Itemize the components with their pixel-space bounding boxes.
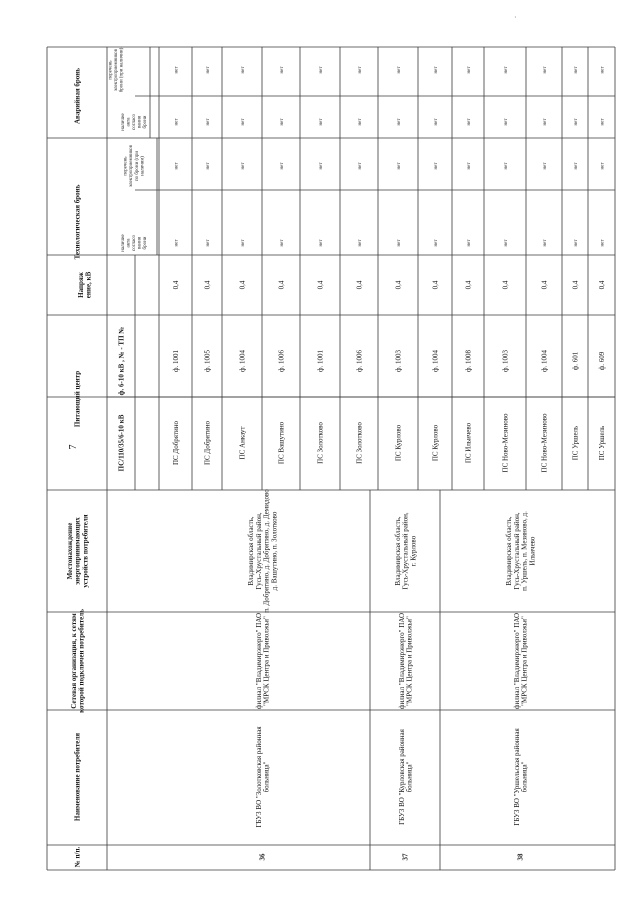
row-tech-list xyxy=(601,162,606,170)
group-location-line: п. Добрятино, д. Добрятино, д. Демидово xyxy=(262,489,271,613)
row-avar-act-line: нет xyxy=(504,118,509,126)
row-avar-act-line: нет xyxy=(600,118,606,126)
row-tech-act xyxy=(319,239,324,247)
row-tech-act xyxy=(434,239,439,247)
row-feeder xyxy=(317,349,325,372)
row-avar-act-line: нет xyxy=(174,118,180,126)
group-location-line: Гусь-Хрустальный район, xyxy=(401,512,410,590)
row-substation-line: ПС Уршель xyxy=(598,425,607,461)
row-tech-act xyxy=(504,239,509,247)
row-avar-act-line: нет xyxy=(434,118,439,126)
group-consumer-name-line: ГБУЗ ВО "Уршельская районная xyxy=(512,728,521,826)
row-avar-act-line: нет xyxy=(319,118,324,126)
row-feeder-line: ф. 1008 xyxy=(464,349,473,373)
row-feeder-line: ф. 1003 xyxy=(501,349,510,373)
table-text xyxy=(66,47,606,868)
row-avar-list-line: нет xyxy=(358,66,363,74)
header-voltage-line: ение, кВ xyxy=(84,271,93,299)
row-substation-line: ПС Уршель xyxy=(571,425,580,461)
row-tech-act-line: нет xyxy=(504,239,509,247)
row-voltage-line: 0,4 xyxy=(501,280,510,290)
group-location-line: Владимирская область, xyxy=(393,516,402,586)
row-voltage-line: 0,4 xyxy=(277,280,286,290)
header-tech-act-line: брони xyxy=(143,236,149,250)
row-tech-list-line: нет xyxy=(241,162,246,170)
row-substation xyxy=(278,421,286,464)
row-feeder xyxy=(572,351,580,370)
group-location-line: Владимирская область, xyxy=(505,516,513,586)
row-voltage xyxy=(465,280,473,289)
header-number-line: № п/п. xyxy=(73,846,82,868)
row-avar-list-line: нет xyxy=(600,66,606,74)
group-consumer-name xyxy=(513,728,529,826)
row-avar-act xyxy=(206,118,211,126)
row-substation-line: ПС Анкаут xyxy=(238,426,247,460)
row-tech-act xyxy=(397,239,402,247)
row-substation-line: ПС Добрятино xyxy=(172,420,181,466)
row-avar-list-line: нет xyxy=(397,66,402,74)
row-tech-list-line: нет xyxy=(574,162,579,170)
row-feeder xyxy=(356,349,364,372)
row-substation-line: ПС Вашутино xyxy=(277,421,286,465)
row-tech-act xyxy=(467,239,472,247)
row-voltage xyxy=(239,280,247,289)
group-consumer-name-line: ГБУЗ ВО "Курловская районная xyxy=(397,729,406,825)
row-avar-act xyxy=(175,118,180,126)
row-substation xyxy=(502,413,510,472)
row-voltage-line: 0,4 xyxy=(203,280,212,290)
row-tech-act-line: нет xyxy=(358,239,363,247)
row-tech-act-line: нет xyxy=(174,239,180,247)
row-feeder xyxy=(502,349,510,372)
row-avar-act xyxy=(280,118,285,126)
header-technological-reserve-line: Технологическая бронь xyxy=(73,184,82,260)
row-avar-list-line: нет xyxy=(574,66,579,74)
row-feeder xyxy=(541,349,549,372)
row-tech-list xyxy=(543,162,548,170)
page-number: 7 xyxy=(68,444,79,450)
row-substation-line: ПС Золотково xyxy=(355,422,364,464)
row-avar-list xyxy=(574,66,579,74)
header-tech-list xyxy=(124,144,146,187)
header-feeder-line: ф. 6-10 кВ , № - ТП № xyxy=(117,326,126,396)
row-voltage-line: 0,4 xyxy=(355,280,364,290)
row-avar-act-line: нет xyxy=(543,118,548,126)
row-tech-act-line: нет xyxy=(574,239,579,247)
group-grid-company-line: "МРСК Центра и Приволжья" xyxy=(520,616,529,706)
row-tech-list xyxy=(358,162,363,170)
row-voltage-line: 0,4 xyxy=(540,280,549,290)
row-voltage-line: 0,4 xyxy=(238,280,247,290)
row-tech-act-line: нет xyxy=(467,239,472,247)
row-avar-act xyxy=(434,118,439,126)
row-avar-act xyxy=(467,118,472,126)
row-feeder xyxy=(432,349,440,372)
header-location xyxy=(66,514,90,587)
row-voltage-line: 0,4 xyxy=(316,280,325,290)
header-avar-act-line: акта xyxy=(126,117,132,127)
group-grid-company-line: "МРСК Центра и Приволжья" xyxy=(262,616,271,706)
row-feeder-line: ф. 1006 xyxy=(277,349,286,373)
row-voltage-line: 0,4 xyxy=(464,280,473,290)
row-feeder-line: ф. 1003 xyxy=(394,349,403,373)
row-avar-list-line: нет xyxy=(319,66,324,74)
row-substation-line: ПС Ново-Мезиново xyxy=(540,413,549,473)
row-avar-list xyxy=(358,66,363,74)
header-avar-list xyxy=(108,47,124,92)
row-feeder-line: ф. 1001 xyxy=(172,349,181,373)
row-substation xyxy=(204,420,212,465)
row-voltage-line: 0,4 xyxy=(431,280,440,290)
row-avar-list-line: нет xyxy=(206,66,211,74)
row-avar-list xyxy=(280,66,285,74)
row-voltage xyxy=(356,280,364,289)
row-avar-list-line: нет xyxy=(504,66,509,74)
row-avar-list xyxy=(601,66,606,74)
header-substation-line: ПС/110/35/6-10 кВ xyxy=(117,414,126,472)
row-avar-list xyxy=(397,66,402,74)
group-number-line: 38 xyxy=(516,853,525,861)
header-avar-list-line: перечень xyxy=(108,60,114,80)
header-consumer-name-line: Наименование потребителя xyxy=(73,732,82,822)
header-tech-list-line: электроприемников xyxy=(129,144,135,188)
header-grid-company-line: Сетевая организация, к сетям xyxy=(69,613,78,709)
row-substation-line: ПС Курлово xyxy=(431,424,440,462)
row-tech-act xyxy=(241,239,246,247)
group-grid-company-line: филиал "Владимирэнерго" ПАО xyxy=(397,612,406,710)
row-avar-act xyxy=(397,118,402,126)
row-substation xyxy=(541,413,549,472)
row-tech-list xyxy=(434,162,439,170)
row-substation-line: ПС Добрятино xyxy=(203,420,212,466)
row-feeder xyxy=(204,349,212,372)
group-location-line: п. Уршель, п. Мезиново, д. xyxy=(520,511,529,591)
group-consumer-name-line: ГБУЗ ВО "Золотковская районная xyxy=(254,726,263,828)
group-location-line: Гусь-Хрустальный район, xyxy=(512,512,521,590)
header-supply-center-line: Питающий центр xyxy=(73,370,82,428)
row-tech-act xyxy=(574,239,579,247)
row-avar-list xyxy=(467,66,472,74)
row-avar-list xyxy=(543,66,548,74)
row-avar-list xyxy=(241,66,246,74)
row-avar-list-line: нет xyxy=(467,66,472,74)
row-feeder xyxy=(172,349,180,372)
row-substation xyxy=(465,422,473,463)
group-location-line: Владимирская область, xyxy=(247,516,255,586)
row-voltage xyxy=(172,280,180,289)
row-tech-list-line: нет xyxy=(358,162,363,170)
header-location-line: устройств потребителя xyxy=(81,514,90,588)
header-location-line: Местонахождение xyxy=(65,522,74,580)
header-voltage xyxy=(77,271,93,298)
header-tech-act-line: наличие xyxy=(120,234,126,252)
row-tech-list xyxy=(319,162,324,170)
header-avar-list-line: брони (при наличии) xyxy=(119,47,125,93)
header-substation xyxy=(118,414,126,471)
row-tech-act-line: нет xyxy=(206,239,211,247)
row-avar-list-line: нет xyxy=(434,66,439,74)
group-number xyxy=(259,853,267,861)
row-substation-line: ПС Ильичево xyxy=(464,422,473,464)
header-emergency-reserve xyxy=(74,68,82,124)
header-grid-company-line: которой подключен потребитель xyxy=(77,609,86,713)
row-substation xyxy=(572,426,580,461)
header-tech-list-line: перечень xyxy=(123,156,129,176)
scan-speck: · xyxy=(514,13,517,22)
header-tech-act xyxy=(121,233,148,251)
header-tech-act-line: согласо xyxy=(132,235,137,251)
group-grid-company xyxy=(398,613,414,709)
row-tech-list-line: нет xyxy=(174,162,180,170)
row-tech-list-line: нет xyxy=(504,162,509,170)
group-location-line: Ильичево xyxy=(528,536,537,566)
row-feeder xyxy=(239,349,247,372)
row-avar-act xyxy=(241,118,246,126)
row-avar-act-line: нет xyxy=(280,118,285,126)
header-avar-act-line: брони xyxy=(143,115,149,129)
group-location xyxy=(394,512,418,590)
row-tech-act-line: нет xyxy=(319,239,324,247)
row-feeder xyxy=(395,349,403,372)
row-avar-act xyxy=(319,118,324,126)
group-location xyxy=(247,489,278,613)
row-feeder-line: ф. 1006 xyxy=(355,349,364,373)
row-tech-list xyxy=(467,162,472,170)
group-location xyxy=(505,511,536,591)
row-tech-act-line: нет xyxy=(600,239,606,247)
row-tech-list-line: нет xyxy=(600,162,606,170)
row-substation xyxy=(395,424,403,461)
row-avar-act-line: нет xyxy=(206,118,211,126)
row-tech-list-line: нет xyxy=(467,162,472,170)
row-feeder xyxy=(465,349,473,372)
row-avar-act xyxy=(504,118,509,126)
row-avar-act-line: нет xyxy=(358,118,363,126)
row-tech-act xyxy=(601,239,606,247)
row-avar-act-line: нет xyxy=(241,118,246,126)
header-voltage-line: Напряж xyxy=(76,272,85,298)
header-avar-act-line: наличие xyxy=(120,113,126,131)
row-avar-list-line: нет xyxy=(174,66,180,74)
row-feeder-line: ф. 1001 xyxy=(316,349,325,373)
row-tech-act-line: нет xyxy=(397,239,402,247)
header-emergency-reserve-line: Аварийная бронь xyxy=(73,68,82,124)
group-grid-company-line: филиал "Владимирэнерго" ПАО xyxy=(254,612,263,710)
group-grid-company-line: "МРСК Центра и Приволжья" xyxy=(405,616,414,706)
group-consumer-name-line: больница" xyxy=(520,761,529,793)
group-consumer-name-line: больница" xyxy=(405,761,414,793)
row-avar-list-line: нет xyxy=(543,66,548,74)
row-feeder-line: ф. 1004 xyxy=(238,349,247,373)
row-substation xyxy=(239,427,247,460)
header-number xyxy=(74,846,82,868)
row-tech-list-line: нет xyxy=(543,162,548,170)
header-avar-list-line: электроприемников xyxy=(114,48,119,92)
row-substation xyxy=(598,426,606,461)
header-avar-act xyxy=(121,112,148,130)
row-avar-list xyxy=(319,66,324,74)
row-voltage xyxy=(395,280,403,289)
row-feeder-line: ф. 601 xyxy=(571,351,580,371)
row-tech-list-line: нет xyxy=(319,162,324,170)
header-tech-act-line: акта xyxy=(126,238,132,248)
row-substation-line: ПС Ново-Мезиново xyxy=(501,413,510,473)
row-avar-list xyxy=(206,66,211,74)
row-tech-act xyxy=(206,239,211,247)
group-location-line: г. Курлово xyxy=(409,535,418,567)
row-avar-list-line: нет xyxy=(280,66,285,74)
header-consumer-name xyxy=(74,733,82,821)
row-feeder-line: ф. 1004 xyxy=(431,349,440,373)
row-substation xyxy=(356,422,364,464)
group-number-line: 37 xyxy=(401,853,410,861)
row-tech-act-line: нет xyxy=(543,239,548,247)
row-tech-list xyxy=(574,162,579,170)
group-location-line: Гусь-Хрустальный район, xyxy=(254,512,263,590)
header-avar-act-line: вания xyxy=(137,115,143,129)
header-feeder xyxy=(118,327,126,396)
row-tech-list-line: нет xyxy=(206,162,211,170)
row-voltage xyxy=(432,280,440,289)
group-number xyxy=(517,853,525,861)
row-tech-list-line: нет xyxy=(397,162,402,170)
row-voltage-line: 0,4 xyxy=(598,280,607,290)
row-tech-list-line: нет xyxy=(280,162,285,170)
row-avar-list xyxy=(434,66,439,74)
row-feeder xyxy=(278,349,286,372)
row-tech-act xyxy=(358,239,363,247)
group-number xyxy=(402,853,410,861)
row-tech-list xyxy=(280,162,285,170)
header-grid-company xyxy=(70,609,86,713)
row-voltage xyxy=(572,280,580,289)
row-avar-act xyxy=(601,118,606,126)
row-feeder-line: ф. 609 xyxy=(598,351,607,371)
row-substation xyxy=(172,420,180,465)
row-voltage-line: 0,4 xyxy=(172,280,181,290)
row-voltage xyxy=(204,280,212,289)
header-avar-act-line: согласо xyxy=(132,114,137,130)
row-tech-list xyxy=(397,162,402,170)
row-feeder-line: ф. 1005 xyxy=(203,349,212,373)
row-tech-list-line: нет xyxy=(434,162,439,170)
row-substation-line: ПС Курлово xyxy=(394,424,403,462)
header-location-line: энергопринимающих xyxy=(73,517,82,585)
row-voltage xyxy=(541,280,549,289)
group-grid-company-line: филиал "Владимирэнерго" ПАО xyxy=(512,612,521,710)
row-avar-act xyxy=(543,118,548,126)
row-voltage-line: 0,4 xyxy=(571,280,580,290)
group-grid-company xyxy=(513,613,529,709)
group-consumer-name xyxy=(255,726,271,828)
row-avar-act xyxy=(574,118,579,126)
row-avar-list xyxy=(504,66,509,74)
row-substation-line: ПС Золотково xyxy=(316,422,325,464)
row-tech-act xyxy=(543,239,548,247)
header-tech-list-line: наличии) xyxy=(140,156,146,176)
group-grid-company xyxy=(255,613,271,709)
row-tech-act xyxy=(280,239,285,247)
row-tech-act-line: нет xyxy=(434,239,439,247)
row-tech-act xyxy=(175,239,180,247)
row-avar-act-line: нет xyxy=(397,118,402,126)
row-tech-list xyxy=(241,162,246,170)
row-avar-act xyxy=(358,118,363,126)
header-supply-center xyxy=(74,371,82,427)
header-tech-act-line: вания xyxy=(137,236,143,250)
row-voltage xyxy=(278,280,286,289)
row-tech-list xyxy=(504,162,509,170)
row-tech-list xyxy=(175,162,180,170)
row-avar-list-line: нет xyxy=(241,66,246,74)
row-tech-list xyxy=(206,162,211,170)
row-avar-act-line: нет xyxy=(467,118,472,126)
row-tech-act-line: нет xyxy=(280,239,285,247)
row-avar-list xyxy=(175,66,180,74)
row-avar-act-line: нет xyxy=(574,118,579,126)
header-technological-reserve xyxy=(74,184,82,259)
row-voltage xyxy=(502,280,510,289)
group-consumer-name xyxy=(398,728,414,825)
group-location-line: д. Вашутино, п. Золотково xyxy=(270,511,279,591)
row-voltage xyxy=(317,280,325,289)
row-substation xyxy=(432,424,440,461)
row-voltage-line: 0,4 xyxy=(394,280,403,290)
row-feeder xyxy=(598,351,606,370)
row-substation xyxy=(317,422,325,464)
group-consumer-name-line: больница" xyxy=(262,761,271,793)
group-number-line: 36 xyxy=(258,853,267,861)
row-voltage xyxy=(598,280,606,289)
row-tech-act-line: нет xyxy=(241,239,246,247)
row-feeder-line: ф. 1004 xyxy=(540,349,549,373)
header-tech-list-line: по брони (при xyxy=(134,150,140,182)
